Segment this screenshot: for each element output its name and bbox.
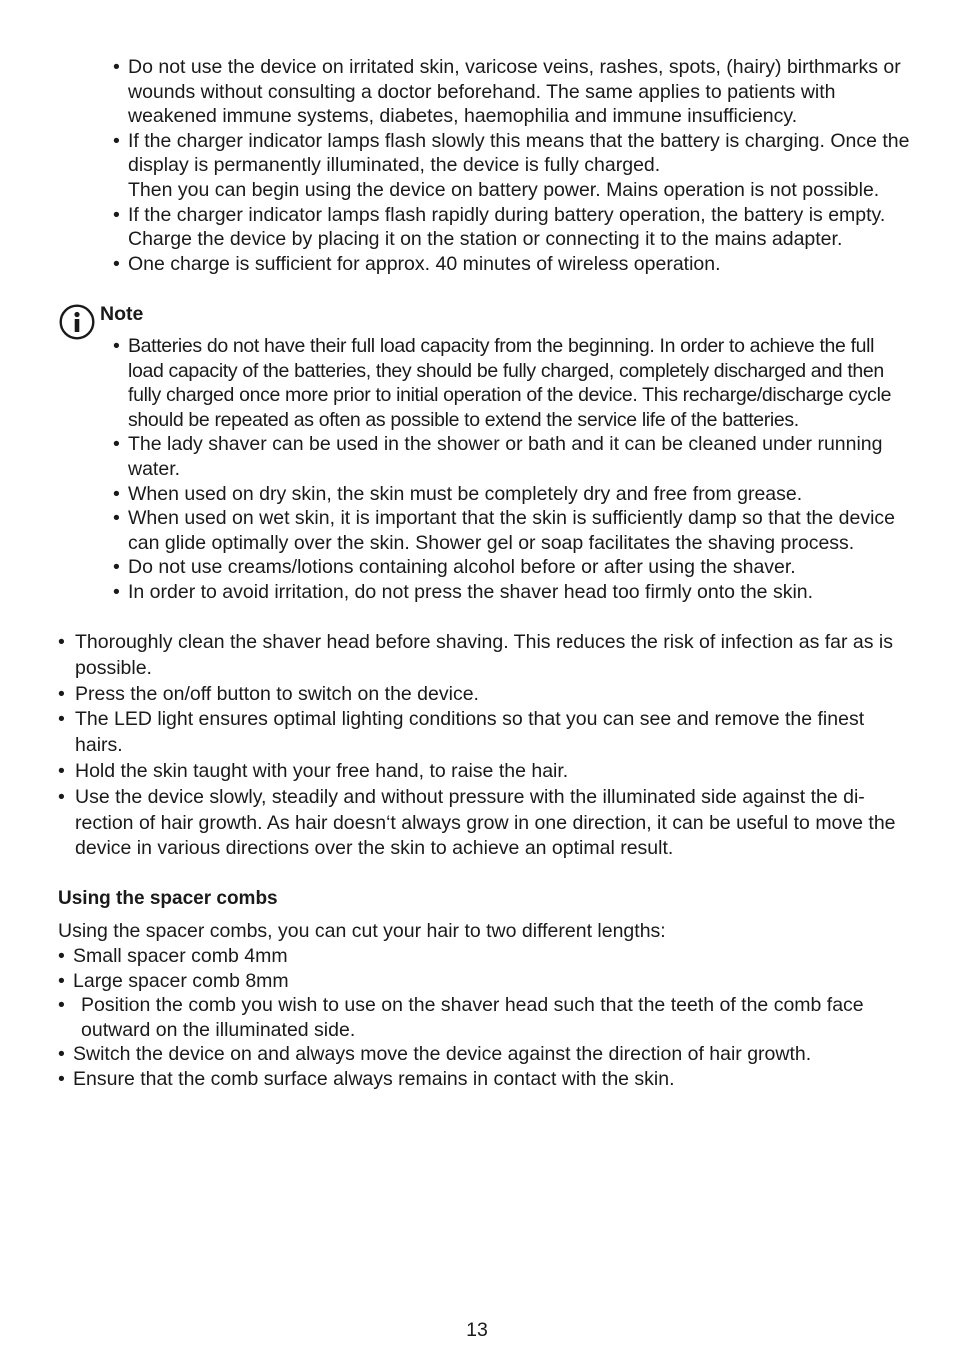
list-item-text: Do not use creams/lotions containing alcohol before or after using the shaver. bbox=[128, 556, 796, 579]
list-item-text: The lady shaver can be used in the shower or bath and it can be cleaned under running water. bbox=[128, 433, 883, 480]
bullet: • bbox=[113, 129, 120, 152]
list-item-text: In order to avoid irritation, do not press the shaver head too firmly onto the skin. bbox=[128, 580, 814, 603]
list-item-text: Use the device slowly, steadily and without pressure with the illuminated side against the di-rection of hair growth. As hair doesn‘t always grow in one direction, it can be useful to move the device in various directions over the skin to achieve an optimal result. bbox=[75, 785, 896, 860]
list-item bbox=[113, 129, 913, 203]
list-item-text: Batteries do not have their full load capacity from the beginning. In order to achieve the full load capacity of the batteries, they should be fully charged, completely discharged and then fully charged once more prior to initial operation of the device. This recharge/discharge cycle should be repeated as often as possible to extend the service life of the batteries. bbox=[128, 335, 892, 431]
bullet: • bbox=[113, 556, 120, 579]
list-item bbox=[58, 969, 908, 994]
usage-bullet-list bbox=[58, 630, 908, 862]
list-item bbox=[113, 482, 913, 507]
list-item-text: The LED light ensures optimal lighting conditions so that you can see and remove the finest hairs. bbox=[75, 708, 865, 757]
bullet: • bbox=[113, 203, 120, 226]
page-number: 13 bbox=[466, 1319, 488, 1341]
list-item bbox=[113, 506, 913, 555]
safety-bullet-list bbox=[113, 55, 913, 276]
list-item bbox=[113, 203, 913, 252]
list-item-text: Hold the skin taught with your free hand, to raise the hair. bbox=[75, 759, 569, 782]
bullet: • bbox=[58, 708, 65, 731]
list-item bbox=[58, 944, 908, 969]
bullet: • bbox=[113, 482, 120, 505]
list-item bbox=[113, 252, 913, 277]
section-heading: Using the spacer combs bbox=[58, 888, 278, 909]
list-item bbox=[58, 993, 908, 1042]
list-item bbox=[113, 580, 913, 605]
bullet: • bbox=[58, 1067, 65, 1090]
bullet: • bbox=[58, 969, 65, 992]
list-item-text: Ensure that the comb surface always remains in contact with the skin. bbox=[73, 1067, 675, 1090]
bullet: • bbox=[113, 56, 120, 78]
bullet: • bbox=[58, 759, 65, 782]
list-item bbox=[58, 682, 908, 708]
list-item bbox=[58, 785, 908, 862]
bullet: • bbox=[58, 945, 65, 967]
bullet: • bbox=[58, 1043, 65, 1066]
section-intro: Using the spacer combs, you can cut your hair to two different lengths: bbox=[58, 920, 666, 942]
list-item bbox=[113, 432, 913, 481]
list-item-text: When used on wet skin, it is important that the skin is sufficiently damp so that the device can glide optimally over the skin. Shower gel or soap facilitates the shaving process. bbox=[128, 507, 896, 554]
bullet: • bbox=[113, 580, 120, 603]
list-item bbox=[58, 759, 908, 785]
list-item-text: If the charger indicator lamps flash slowly this means that the battery is charging. Once the display is permanently illuminated, the device is fully charged. bbox=[128, 129, 910, 177]
list-item bbox=[58, 630, 908, 682]
list-item bbox=[58, 707, 908, 759]
note-bullet-list bbox=[113, 334, 913, 605]
list-item-text: Thoroughly clean the shaver head before shaving. This reduces the risk of infection as far as is possible. bbox=[75, 631, 894, 679]
spacer-comb-bullet-list bbox=[58, 944, 908, 1092]
list-item-text: Switch the device on and always move the device against the direction of hair growth. bbox=[73, 1043, 812, 1066]
list-item-text: Position the comb you wish to use on the shaver head such that the teeth of the comb face outward on the illuminated side. bbox=[81, 994, 864, 1041]
list-item bbox=[113, 55, 913, 129]
list-item-continuation: Then you can begin using the device on battery power. Mains operation is not possible. bbox=[128, 178, 880, 201]
list-item bbox=[113, 334, 913, 432]
note-title: Note bbox=[100, 303, 144, 325]
bullet: • bbox=[113, 252, 120, 275]
list-item-text: Small spacer comb 4mm bbox=[73, 945, 288, 967]
bullet: • bbox=[58, 994, 65, 1017]
list-item-text: When used on dry skin, the skin must be completely dry and free from grease. bbox=[128, 482, 803, 505]
bullet: • bbox=[113, 433, 120, 456]
bullet: • bbox=[113, 335, 120, 357]
bullet: • bbox=[113, 507, 120, 530]
info-icon bbox=[59, 304, 95, 340]
list-item bbox=[58, 1042, 908, 1067]
list-item-text: Press the on/off button to switch on the device. bbox=[75, 682, 479, 705]
list-item bbox=[113, 555, 913, 580]
list-item-text: If the charger indicator lamps flash rapidly during battery operation, the battery is empty. Charge the device by placing it on the station or connecting it to the mains adapter. bbox=[128, 203, 886, 251]
bullet: • bbox=[58, 631, 65, 653]
list-item-text: Do not use the device on irritated skin, varicose veins, rashes, spots, (hairy) birthmarks or wounds without consulting a doctor beforehand. The same applies to patients with weakened immune systems, diabetes, haemophilia and immune insufficiency. bbox=[128, 56, 901, 128]
bullet: • bbox=[58, 682, 65, 705]
list-item-text: One charge is sufficient for approx. 40 minutes of wireless operation. bbox=[128, 252, 721, 275]
bullet: • bbox=[58, 785, 65, 808]
list-item-text: Large spacer comb 8mm bbox=[73, 969, 289, 992]
list-item bbox=[58, 1067, 908, 1092]
